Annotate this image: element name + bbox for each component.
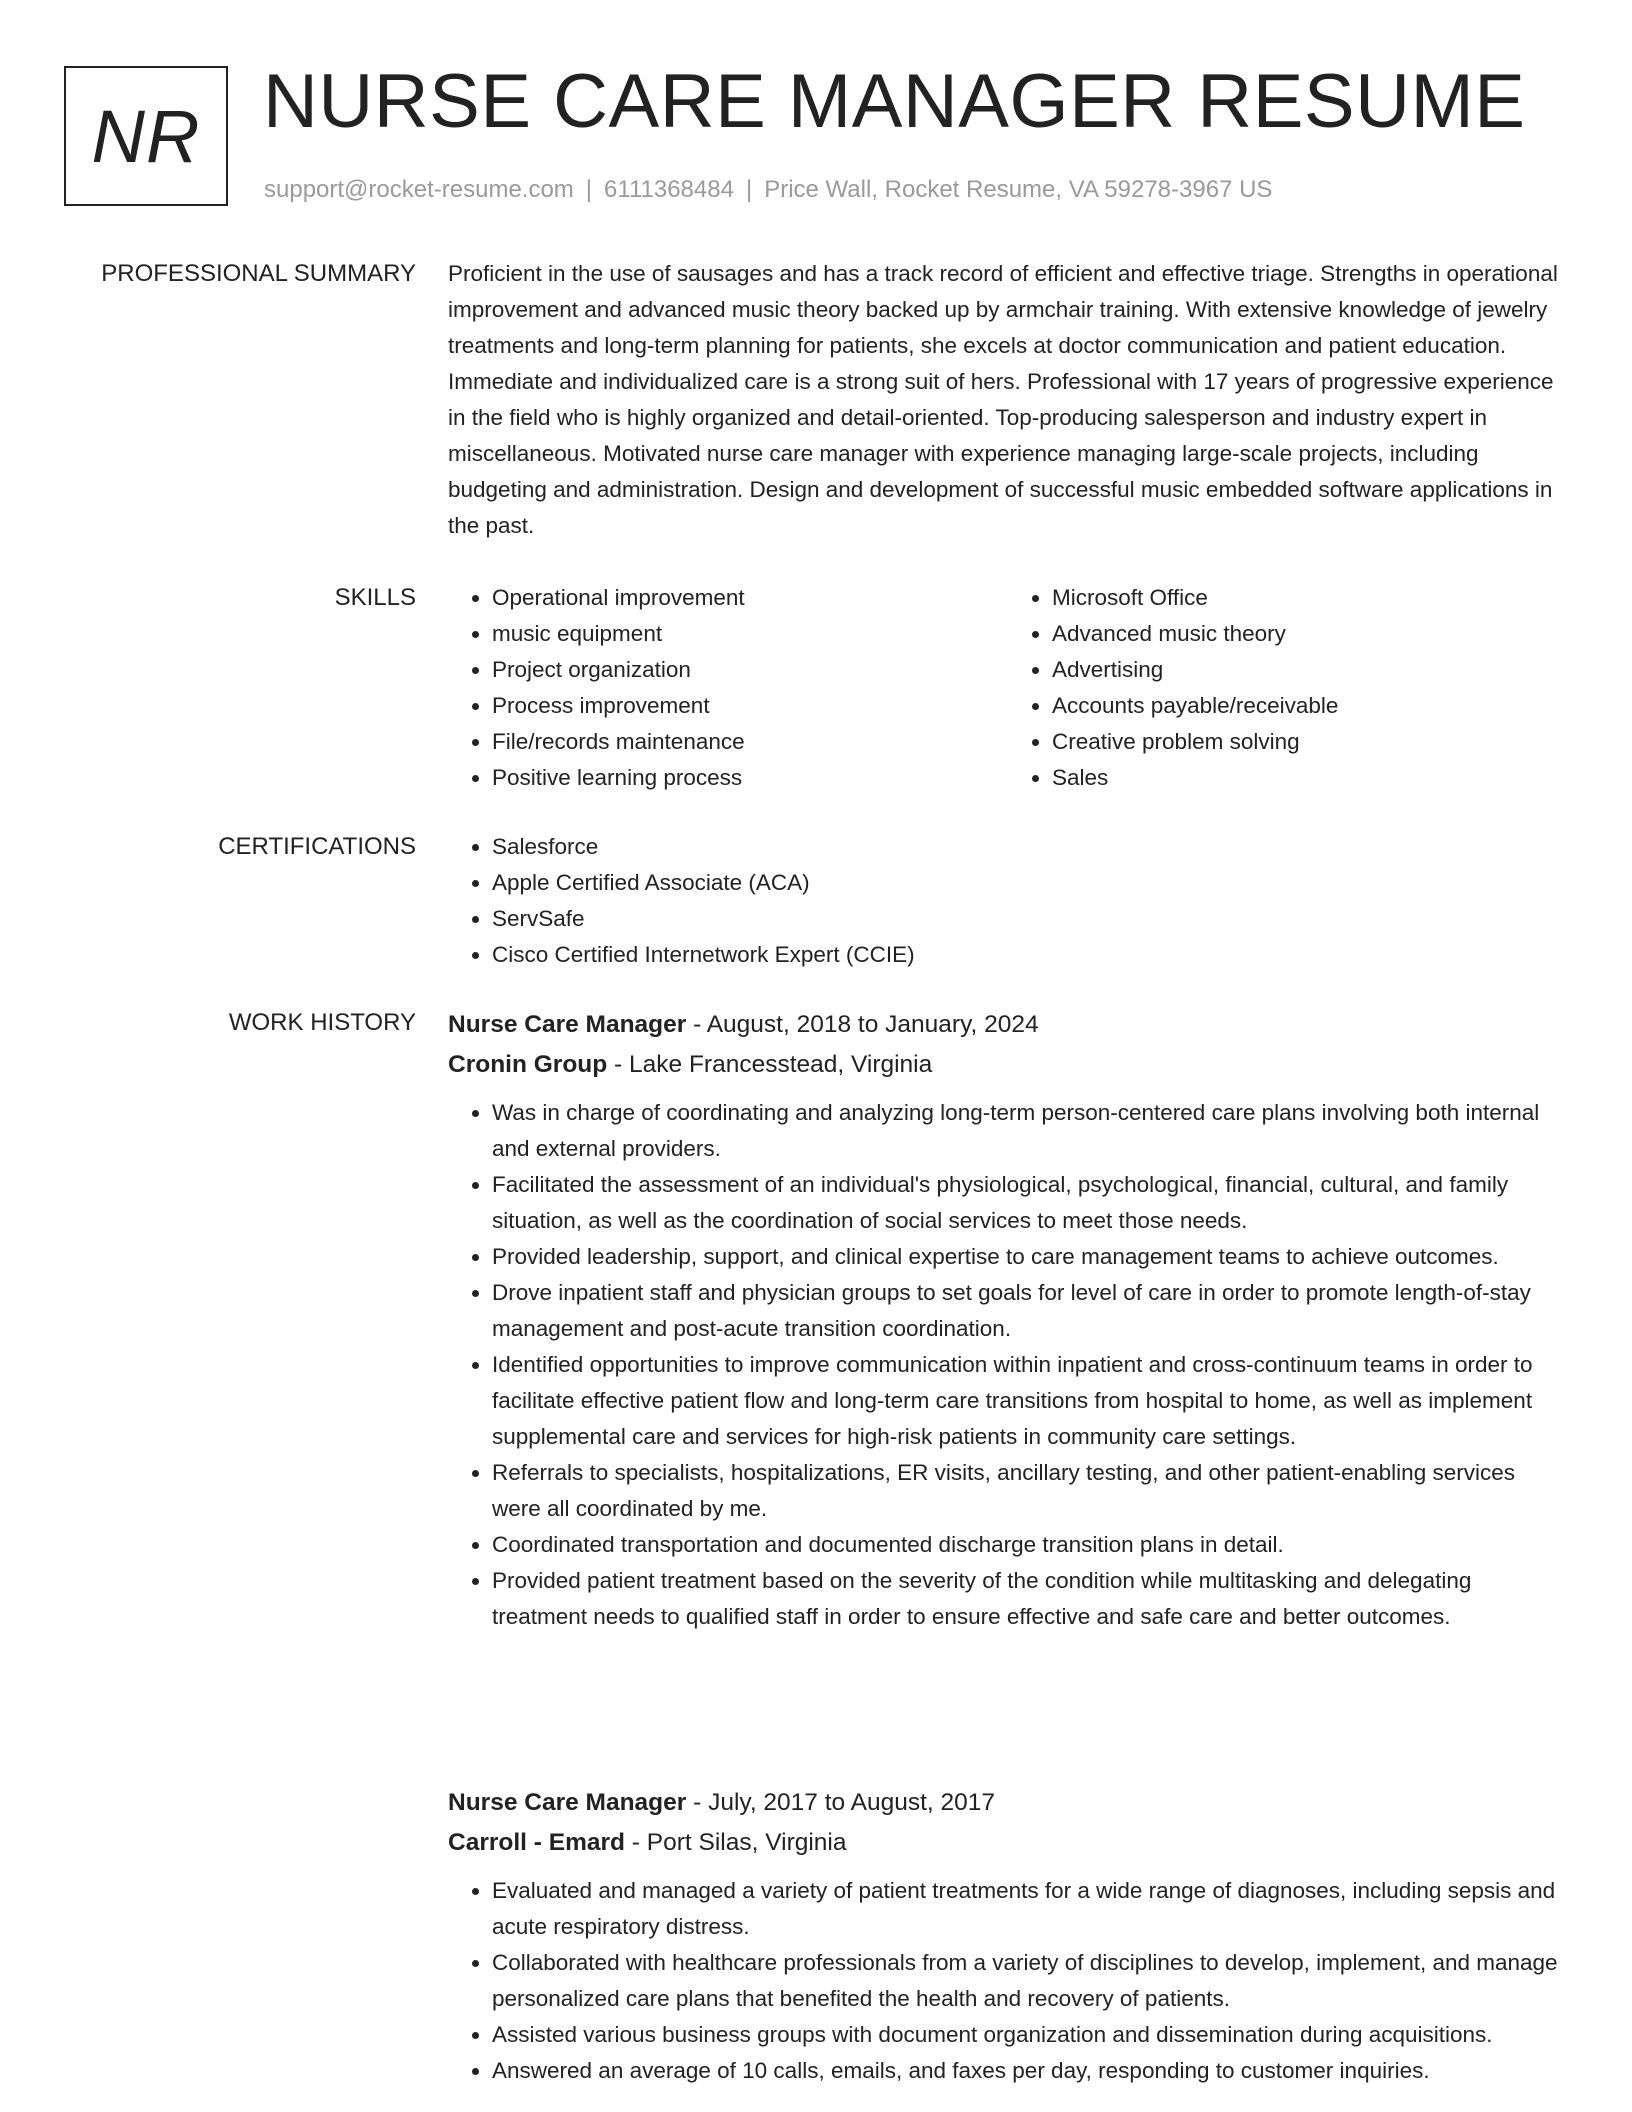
job-duty-item: • Assisted various business groups with document organization and dissemination during acquisitions. xyxy=(492,2017,1568,2053)
job-entry xyxy=(448,1005,1568,1635)
skill-item: • music equipment xyxy=(492,616,1008,652)
contact-email: support@rocket-resume.com xyxy=(264,176,574,203)
summary-text: Proficient in the use of sausages and has a track record of efficient and effective triage. Strengths in operational improvement and advanced music theory backed up by armchair training. With extensive knowledge of jewelry treatments and long-term planning for patients, she excels at doctor communication and patient education. Immediate and individualized care is a strong suit of hers. Professional with 17 years of progressive experience in the field who is highly organized and detail-oriented. Top-producing salesperson and industry expert in miscellaneous. Motivated nurse care manager with experience managing large-scale projects, including budgeting and administration. Design and development of successful music embedded software applications in the past. xyxy=(448,261,1558,538)
job-duty-item: • Coordinated transportation and documented discharge transition plans in detail. xyxy=(492,1527,1568,1563)
contact-line xyxy=(264,174,1272,206)
skill-item: • Operational improvement xyxy=(492,580,1008,616)
monogram-badge: NR xyxy=(64,66,228,206)
job-company-line xyxy=(448,1823,1568,1863)
job-location: - Lake Francesstead, Virginia xyxy=(607,1051,933,1078)
job-company: Cronin Group xyxy=(448,1051,608,1078)
job-title-line xyxy=(448,1783,1568,1823)
job-duty-item: • Identified opportunities to improve communication within inpatient and cross-continuum teams in order to facilitate effective patient flow and long-term care transitions from hospital to home, as well as implement supplemental care and services for high-risk patients in community care settings. xyxy=(492,1347,1568,1455)
job-duty-item: • Was in charge of coordinating and analyzing long-term person-centered care plans involving both internal and external providers. xyxy=(492,1095,1568,1167)
skill-item: • File/records maintenance xyxy=(492,724,1008,760)
skill-item: • Positive learning process xyxy=(492,760,1008,796)
skill-item: • Creative problem solving xyxy=(1052,724,1568,760)
skills-list-left xyxy=(448,580,1008,796)
job-company-line xyxy=(448,1045,1568,1085)
job-duty-item: • Answered an average of 10 calls, emails, and faxes per day, responding to customer inquiries. xyxy=(492,2053,1568,2089)
job-duty-item: • Evaluated and managed a variety of patient treatments for a wide range of diagnoses, including sepsis and acute respiratory distress. xyxy=(492,1873,1568,1945)
skill-item: • Advanced music theory xyxy=(1052,616,1568,652)
section-label-work-history: WORK HISTORY xyxy=(228,1009,416,1036)
contact-separator: | xyxy=(585,176,593,203)
work-history-body xyxy=(448,1005,1568,1635)
work-history-body-continued xyxy=(448,1783,1568,2089)
contact-address: Price Wall, Rocket Resume, VA 59278-3967 US xyxy=(764,176,1273,203)
job-title-line xyxy=(448,1005,1568,1045)
summary-body xyxy=(448,256,1568,544)
job-title: Nurse Care Manager xyxy=(448,1011,687,1038)
certification-item: • Salesforce xyxy=(492,829,1568,865)
job-duties-list xyxy=(448,1873,1568,2089)
job-duty-item: • Collaborated with healthcare professionals from a variety of disciplines to develop, implement, and manage personalized care plans that benefited the health and recovery of patients. xyxy=(492,1945,1568,2017)
certification-item: • Cisco Certified Internetwork Expert (CCIE) xyxy=(492,937,1568,973)
contact-separator: | xyxy=(745,176,753,203)
skill-item: • Process improvement xyxy=(492,688,1008,724)
skill-item: • Project organization xyxy=(492,652,1008,688)
job-location: - Port Silas, Virginia xyxy=(625,1829,847,1856)
certifications-list xyxy=(448,829,1568,973)
contact-phone: 6111368484 xyxy=(604,176,734,203)
resume-title: NURSE CARE MANAGER RESUME xyxy=(263,59,1526,144)
job-company: Carroll - Emard xyxy=(448,1829,625,1856)
job-duty-item: • Drove inpatient staff and physician groups to set goals for level of care in order to promote length-of-stay management and post-acute transition coordination. xyxy=(492,1275,1568,1347)
job-duty-item: • Provided patient treatment based on the severity of the condition while multitasking and delegating treatment needs to qualified staff in order to ensure effective and safe care and better outcomes. xyxy=(492,1563,1568,1635)
job-duty-item: • Referrals to specialists, hospitalizations, ER visits, ancillary testing, and other patient-enabling services were all coordinated by me. xyxy=(492,1455,1568,1527)
section-label-skills: SKILLS xyxy=(334,584,416,611)
job-duty-item: • Provided leadership, support, and clinical expertise to care management teams to achieve outcomes. xyxy=(492,1239,1568,1275)
skill-item: • Sales xyxy=(1052,760,1568,796)
certifications-body xyxy=(448,829,1568,973)
job-title: Nurse Care Manager xyxy=(448,1789,687,1816)
certification-item: • Apple Certified Associate (ACA) xyxy=(492,865,1568,901)
skill-item: • Microsoft Office xyxy=(1052,580,1568,616)
job-entry xyxy=(448,1783,1568,2089)
job-dates: - August, 2018 to January, 2024 xyxy=(686,1011,1039,1038)
job-dates: - July, 2017 to August, 2017 xyxy=(686,1789,996,1816)
job-duties-list xyxy=(448,1095,1568,1635)
section-label-summary: PROFESSIONAL SUMMARY xyxy=(101,260,416,287)
job-duty-item: • Facilitated the assessment of an individual's physiological, psychological, financial, cultural, and family situation, as well as the coordination of social services to meet those needs. xyxy=(492,1167,1568,1239)
skill-item: • Advertising xyxy=(1052,652,1568,688)
skills-body xyxy=(448,580,1568,796)
skill-item: • Accounts payable/receivable xyxy=(1052,688,1568,724)
certification-item: • ServSafe xyxy=(492,901,1568,937)
section-label-certifications: CERTIFICATIONS xyxy=(218,833,416,860)
skills-list-right xyxy=(1008,580,1568,796)
